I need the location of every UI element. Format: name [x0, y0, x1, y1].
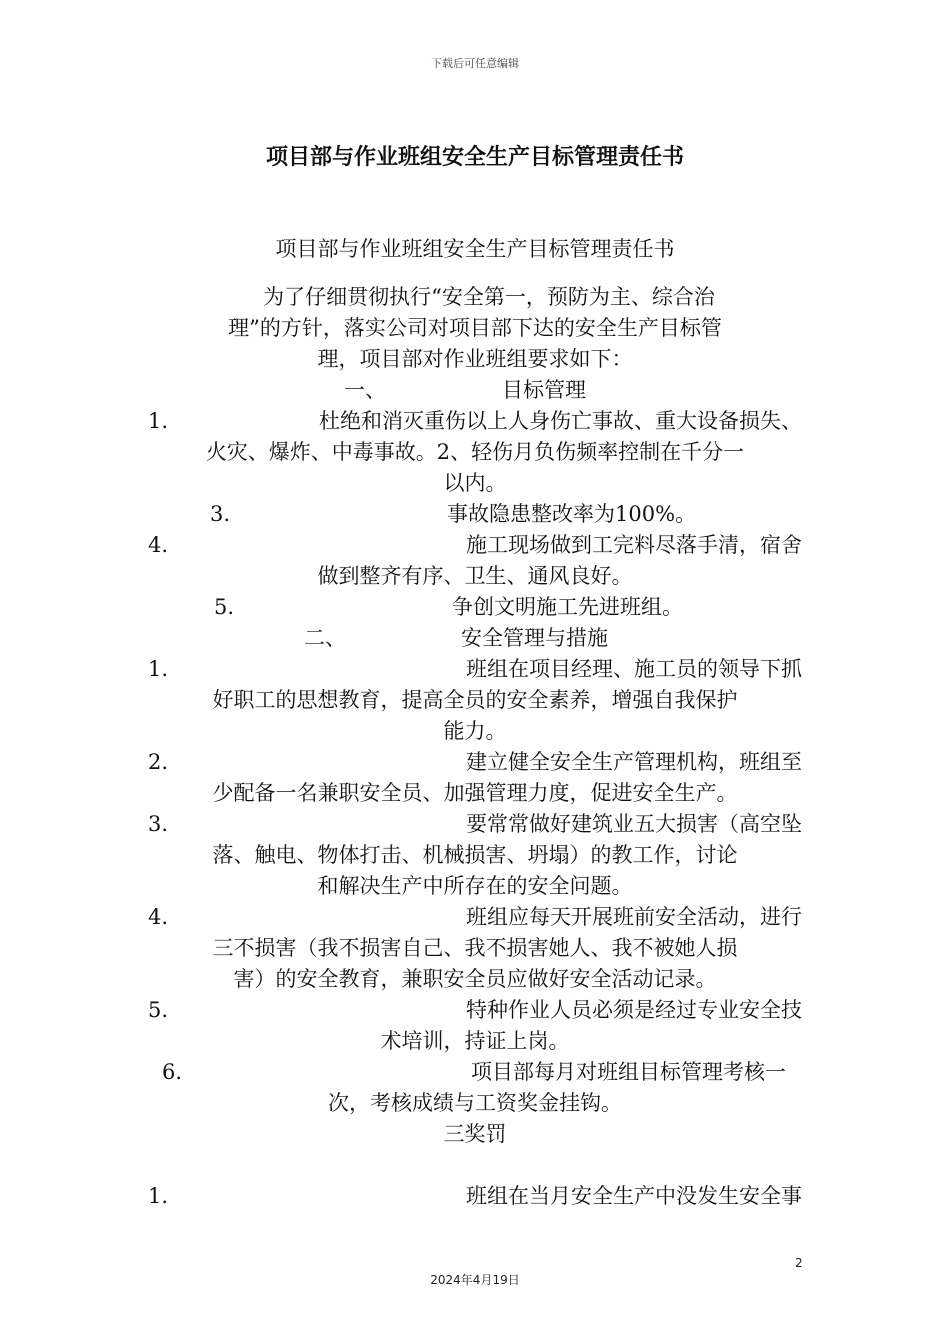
item-text: 要常常做好建筑业五大损害（高空坠 — [466, 812, 802, 836]
list-item — [148, 902, 802, 933]
section-heading — [148, 623, 802, 654]
list-item — [148, 995, 802, 1026]
section-number: 二、 — [304, 626, 346, 650]
page-header: 下载后可任意编辑 — [431, 57, 519, 70]
list-item — [148, 654, 802, 685]
section-number: 一、 — [344, 378, 386, 402]
item-text-continued: 和解决生产中所存在的安全问题。 — [317, 874, 633, 898]
list-item — [148, 747, 802, 778]
item-number: 5. — [214, 595, 235, 619]
document-subtitle: 项目部与作业班组安全生产目标管理责任书 — [275, 237, 675, 261]
document-body — [148, 234, 802, 1212]
document-title: 项目部与作业班组安全生产目标管理责任书 — [265, 145, 684, 170]
item-text-continued: 三不损害（我不损害自己、我不损害她人、我不被她人损 — [212, 936, 738, 960]
section-title: 目标管理 — [502, 378, 586, 402]
item-text-continued: 少配备一名兼职安全员、加强管理力度，促进安全生产。 — [212, 781, 738, 805]
item-text: 项目部每月对班组目标管理考核一 — [471, 1060, 786, 1084]
item-text-continued: 落、触电、物体打击、机械损害、坍塌）的教工作，讨论 — [212, 843, 738, 867]
item-number: 5. — [148, 998, 169, 1022]
section-heading — [148, 375, 802, 406]
list-item — [148, 1181, 802, 1212]
item-text-continued: 次，考核成绩与工资奖金挂钩。 — [328, 1091, 622, 1115]
item-number: 2. — [148, 750, 169, 774]
item-number: 3. — [210, 502, 231, 526]
item-text: 杜绝和消灭重伤以上人身伤亡事故、重大设备损失、 — [319, 409, 802, 433]
item-text: 建立健全安全生产管理机构，班组至 — [466, 750, 802, 774]
item-text: 特种作业人员必须是经过专业安全技 — [466, 998, 802, 1022]
intro-line-2: 理”的方针，落实公司对项目部下达的安全生产目标管 — [228, 316, 722, 340]
item-number: 3. — [148, 812, 169, 836]
blank-line — [148, 1150, 802, 1181]
item-text-continued: 能力。 — [443, 719, 507, 743]
item-text: 班组在当月安全生产中没发生安全事 — [466, 1184, 802, 1208]
item-text-continued: 术培训，持证上岗。 — [380, 1029, 570, 1053]
item-text-continued: 火灾、爆炸、中毒事故。2、轻伤月负伤频率控制在千分一 — [205, 440, 745, 464]
list-item — [148, 809, 802, 840]
item-number: 6. — [162, 1060, 183, 1084]
intro-line-1: 为了仔细贯彻执行“安全第一，预防为主、综合治 — [263, 285, 715, 309]
item-number: 1. — [148, 409, 169, 433]
item-number: 4. — [148, 905, 169, 929]
item-text: 争创文明施工先进班组。 — [452, 595, 684, 619]
item-text: 班组在项目经理、施工员的领导下抓 — [466, 657, 802, 681]
item-number: 4. — [148, 533, 169, 557]
item-text: 事故隐患整改率为100%。 — [447, 502, 697, 526]
intro-line-3: 理，项目部对作业班组要求如下： — [317, 347, 633, 371]
list-item — [148, 406, 802, 437]
item-number: 1. — [148, 1184, 169, 1208]
list-item — [148, 530, 802, 561]
page-footer-date: 2024年4月19日 — [430, 1273, 520, 1287]
item-text-continued: 做到整齐有序、卫生、通风良好。 — [317, 564, 633, 588]
item-number: 1. — [148, 657, 169, 681]
list-item — [148, 592, 802, 623]
list-item — [148, 1057, 802, 1088]
list-item — [148, 499, 802, 530]
section-heading: 三奖罚 — [443, 1122, 507, 1146]
item-text-continued: 好职工的思想教育，提高全员的安全素养，增强自我保护 — [212, 688, 738, 712]
item-text: 施工现场做到工完料尽落手清，宿舍 — [466, 533, 802, 557]
section-title: 安全管理与措施 — [461, 626, 608, 650]
item-text: 班组应每天开展班前安全活动，进行 — [466, 905, 802, 929]
item-text-continued: 害）的安全教育，兼职安全员应做好安全活动记录。 — [233, 967, 717, 991]
page-number: 2 — [795, 1256, 803, 1270]
item-text-continued: 以内。 — [443, 471, 507, 495]
